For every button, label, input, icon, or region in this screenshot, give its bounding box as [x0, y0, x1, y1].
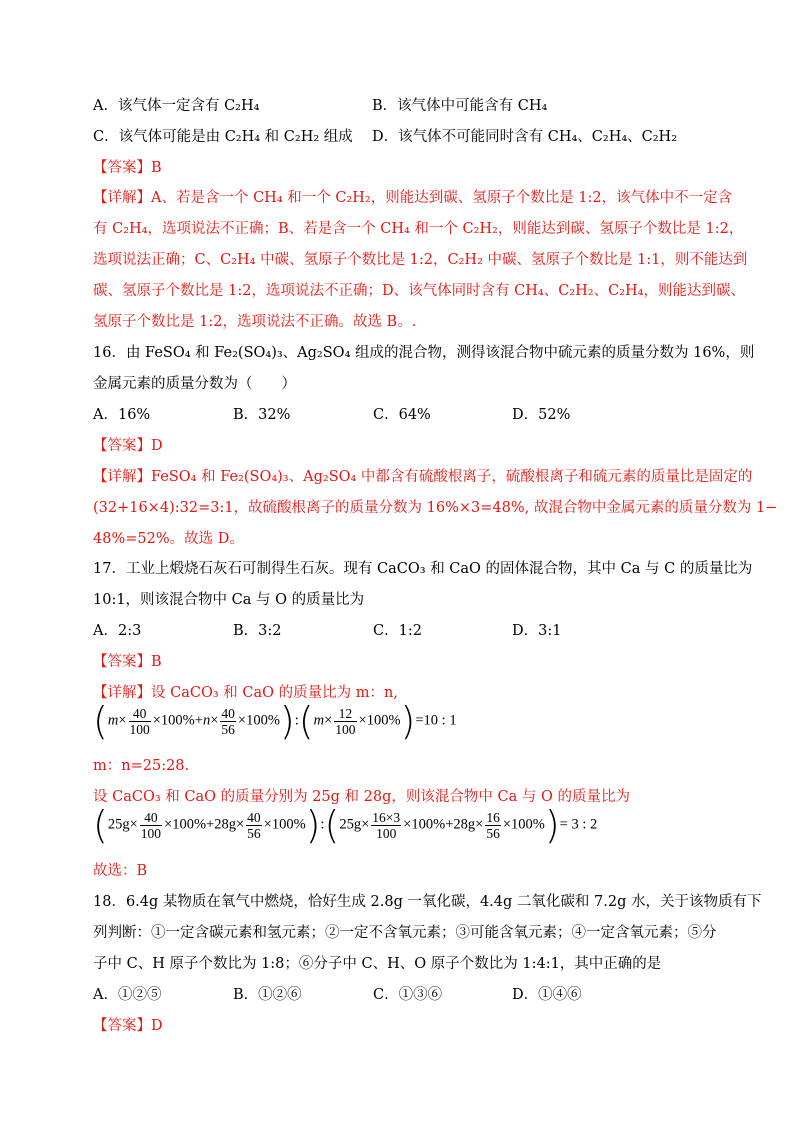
times-sign: ×: [475, 816, 484, 833]
q18-option-a: A．①②⑤: [93, 987, 162, 1003]
q16-detail-line: 48%=52%。故选 D。: [93, 531, 244, 547]
q17-detail-intro: 【详解】设 CaCO₃ 和 CaO 的质量比为 m：n,: [93, 685, 398, 701]
q17-mass-line: 设 CaCO₃ 和 CaO 的质量分别为 25g 和 28g，则该混合物中 Ca 与 O 的质量比为: [93, 789, 630, 805]
mass-cao: 28g: [453, 816, 476, 833]
q15-option-d: D．该气体不可能同时含有 CH₄、C₂H₄、C₂H₂: [372, 129, 678, 145]
q18-answer: 【答案】D: [93, 1018, 163, 1034]
plus-sign: +: [206, 816, 215, 833]
q18-option-d: D．①④⑥: [512, 987, 582, 1003]
times-sign: ×: [235, 816, 245, 833]
q15-detail-line: 氢原子个数比是 1:2，选项说法不正确。故选 B。.: [93, 314, 417, 330]
q16-option-a: A．16%: [93, 407, 151, 423]
q18-stem-line: 18．6.4g 某物质在氧气中燃烧，恰好生成 2.8g 一氧化碳，4.4g 二氧化碳和 7.2g 水，关于该物质有下: [93, 894, 762, 910]
percent-factor: ×100%: [164, 816, 207, 833]
q17-select-line: 故选：B: [93, 863, 148, 879]
q15-option-b: B．该气体中可能含有 CH₄: [372, 98, 548, 114]
fraction: $\frac{12}{100}$: [335, 705, 356, 737]
q16-option-c: C．64%: [373, 407, 431, 423]
q15-answer: 【答案】B: [93, 160, 162, 176]
q17-option-d: D．3:1: [512, 623, 562, 639]
q18-option-b: B．①②⑥: [233, 987, 302, 1003]
times-sign: ×: [324, 712, 333, 729]
equation-rhs: =10 : 1: [415, 712, 457, 729]
percent-factor: ×100%: [502, 816, 545, 833]
fraction: $\frac{40}{56}$: [221, 705, 235, 737]
plus-sign: +: [445, 816, 454, 833]
q17-stem-line: 10:1，则该混合物中 Ca 与 O 的质量比为: [93, 592, 365, 608]
q15-option-c: C．该气体可能是由 C₂H₄ 和 C₂H₂ 组成: [93, 129, 353, 145]
percent-factor: ×100%: [152, 712, 195, 729]
percent-factor: ×100%: [237, 712, 280, 729]
q16-answer: 【答案】D: [93, 438, 163, 454]
equation-mass-ratio: (m× $\frac{40}{100}$ ×100%+n× $\frac{40}{56}$ ×100%):(m× $\frac{12}{100}$ ×100%)=10 : 1: [93, 699, 457, 743]
q15-detail-line: 【详解】A、若是含一个 CH₄ 和一个 C₂H₂，则能达到碳、氢原子个数比是 1:2，该气体中不一定含: [93, 190, 733, 206]
mass-cao: 28g: [214, 816, 236, 833]
q16-option-b: B．32%: [233, 407, 291, 423]
var-m: m: [107, 712, 119, 729]
q16-option-d: D．52%: [512, 407, 571, 423]
var-m: m: [313, 712, 325, 729]
q17-option-c: C．1:2: [373, 623, 422, 639]
fraction: $\frac{40}{100}$: [140, 809, 162, 841]
q18-stem-line: 列判断：①一定含碳元素和氢元素；②一定不含氧元素；③可能含氧元素；④一定含氧元素；⑤分: [93, 925, 717, 941]
q15-detail-line: 有 C₂H₄，选项说法不正确；B、若是含一个 CH₄ 和一个 C₂H₂，则能达到碳、氢原子个数比是 1:2，: [93, 221, 744, 237]
q17-option-b: B．3:2: [233, 623, 282, 639]
fraction: $\frac{40}{56}$: [247, 809, 261, 841]
var-n: n: [202, 712, 211, 729]
q15-detail-line: 选项说法正确；C、C₂H₄ 中碳、氢原子个数比是 1:2，C₂H₂ 中碳、氢原子个数比是 1:1，则不能达到: [93, 252, 748, 268]
equation-rhs: = 3 : 2: [559, 816, 598, 833]
mass-caco3: 25g: [339, 816, 362, 833]
q16-detail-line: (32+16×4):32=3:1，故硫酸根离子的质量分数为 16%×3=48%, 故混合物中金属元素的质量分数为 1−: [93, 500, 778, 516]
times-sign: ×: [118, 712, 127, 729]
q18-option-c: C．①③⑥: [373, 987, 443, 1003]
plus-sign: +: [194, 712, 203, 729]
q17-ratio-line: m：n=25:28.: [93, 758, 190, 774]
q18-stem-line: 子中 C、H 原子个数比为 1:8；⑥分子中 C、H、O 原子个数比为 1:4:1，其中正确的是: [93, 956, 662, 972]
equation-ca-o-ratio: (25g× $\frac{40}{100}$ ×100%+28g× $\frac{40}{56}$ ×100%):(25g× $\frac{16\times 3}{100}$ ×100%+28g× $\frac{16}{56}$ ×100%)= 3 : 2: [93, 803, 598, 847]
q17-option-a: A．2:3: [93, 623, 142, 639]
fraction: $\frac{40}{100}$: [129, 705, 150, 737]
q15-option-a: A．该气体一定含有 C₂H₄: [93, 98, 260, 114]
q16-stem-line: 16．由 FeSO₄ 和 Fe₂(SO₄)₃、Ag₂SO₄ 组成的混合物，测得该混合物中硫元素的质量分数为 16%，则: [93, 345, 755, 361]
fraction: $\frac{16}{56}$: [486, 809, 500, 841]
fraction: $\frac{16\times 3}{100}$: [372, 809, 401, 841]
q17-stem-line: 17．工业上煅烧石灰石可制得生石灰。现有 CaCO₃ 和 CaO 的固体混合物，其中 Ca 与 C 的质量比为: [93, 561, 753, 577]
percent-factor: ×100%: [403, 816, 446, 833]
q17-answer: 【答案】B: [93, 654, 162, 670]
percent-factor: ×100%: [358, 712, 401, 729]
q15-detail-line: 碳、氢原子个数比是 1:2，选项说法不正确；D、该气体同时含有 CH₄、C₂H₂、C₂H₄，则能达到碳、: [93, 283, 745, 299]
q16-stem-line: 金属元素的质量分数为（ ）: [93, 376, 296, 392]
times-sign: ×: [361, 816, 370, 833]
mass-caco3: 25g: [107, 816, 130, 833]
times-sign: ×: [210, 712, 219, 729]
times-sign: ×: [129, 816, 138, 833]
q16-detail-line: 【详解】FeSO₄ 和 Fe₂(SO₄)₃、Ag₂SO₄ 中都含有硫酸根离子，硫酸根离子和硫元素的质量比是固定的: [93, 469, 753, 485]
percent-factor: ×100%: [263, 816, 306, 833]
